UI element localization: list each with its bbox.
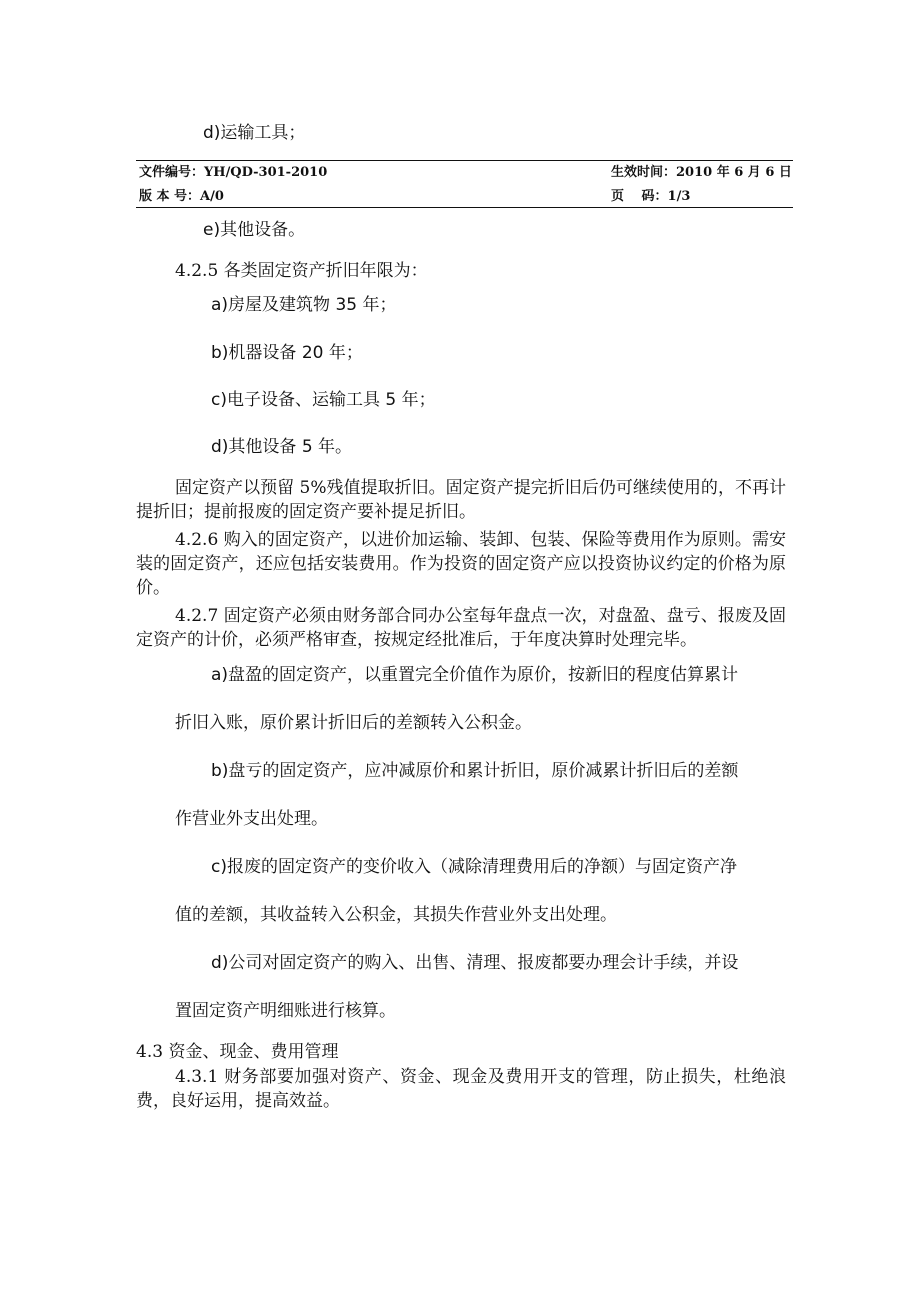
list-item: c)电子设备、运输工具 5 年； xyxy=(211,390,436,410)
list-item: d)其他设备 5 年。 xyxy=(211,437,353,457)
list-item-transport: d)运输工具； xyxy=(203,123,306,143)
sub-item-line: 置固定资产明细账进行核算。 xyxy=(175,1001,396,1021)
section-4-3-title: 4.3 资金、现金、费用管理 xyxy=(136,1042,339,1062)
sub-item-line: b)盘亏的固定资产，应冲减原价和累计折旧，原价减累计折旧后的差额 xyxy=(211,761,739,781)
section-4-2-5-title: 4.2.5 各类固定资产折旧年限为： xyxy=(175,261,428,281)
sub-item-line: a)盘盈的固定资产，以重置完全价值作为原价，按新旧的程度估算累计 xyxy=(211,665,739,685)
sub-item-line: 折旧入账，原价累计折旧后的差额转入公积金。 xyxy=(175,713,532,733)
doc-number: 文件编号：YH/QD-301-2010 xyxy=(139,165,328,180)
sub-item-line: 值的差额，其收益转入公积金，其损失作营业外支出处理。 xyxy=(175,905,617,925)
residual-paragraph: 固定资产以预留 5%残值提取折旧。固定资产提完折旧后仍可继续使用的，不再计提折旧；提前报废的固定资产要补提足折旧。 xyxy=(136,478,786,522)
list-item: b)机器设备 20 年； xyxy=(211,343,363,363)
sub-item-line: c)报废的固定资产的变价收入（减除清理费用后的净额）与固定资产净 xyxy=(211,857,737,877)
page-number xyxy=(611,189,690,205)
version-number: 版 本 号：A/0 xyxy=(139,189,224,204)
section-4-2-6: 4.2.6 购入的固定资产，以进价加运输、装卸、包装、保险等费用作为原则。需安装的固定资产，还应包括安装费用。作为投资的固定资产应以投资协议约定的价格为原价。 xyxy=(136,530,786,598)
list-item: a)房屋及建筑物 35 年； xyxy=(211,295,397,315)
header-top-rule xyxy=(136,160,793,161)
sub-item-line: 作营业外支出处理。 xyxy=(175,809,328,829)
header-bottom-rule xyxy=(136,207,793,208)
section-4-3-1: 4.3.1 财务部要加强对资产、资金、现金及费用开支的管理，防止损失，杜绝浪费，良好运用，提高效益。 xyxy=(136,1067,786,1111)
page-number-label: 页 码： xyxy=(611,189,668,204)
section-4-2-7: 4.2.7 固定资产必须由财务部合同办公室每年盘点一次，对盘盈、盘亏、报废及固定资产的计价，必须严格审查，按规定经批准后，于年度决算时处理完毕。 xyxy=(136,606,786,650)
effective-date: 生效时间：2010 年 6 月 6 日 xyxy=(611,165,792,180)
sub-item-line: d)公司对固定资产的购入、出售、清理、报废都要办理会计手续，并设 xyxy=(211,953,739,973)
page-number-value: 1/3 xyxy=(667,189,691,204)
list-item-other: e)其他设备。 xyxy=(203,220,306,240)
